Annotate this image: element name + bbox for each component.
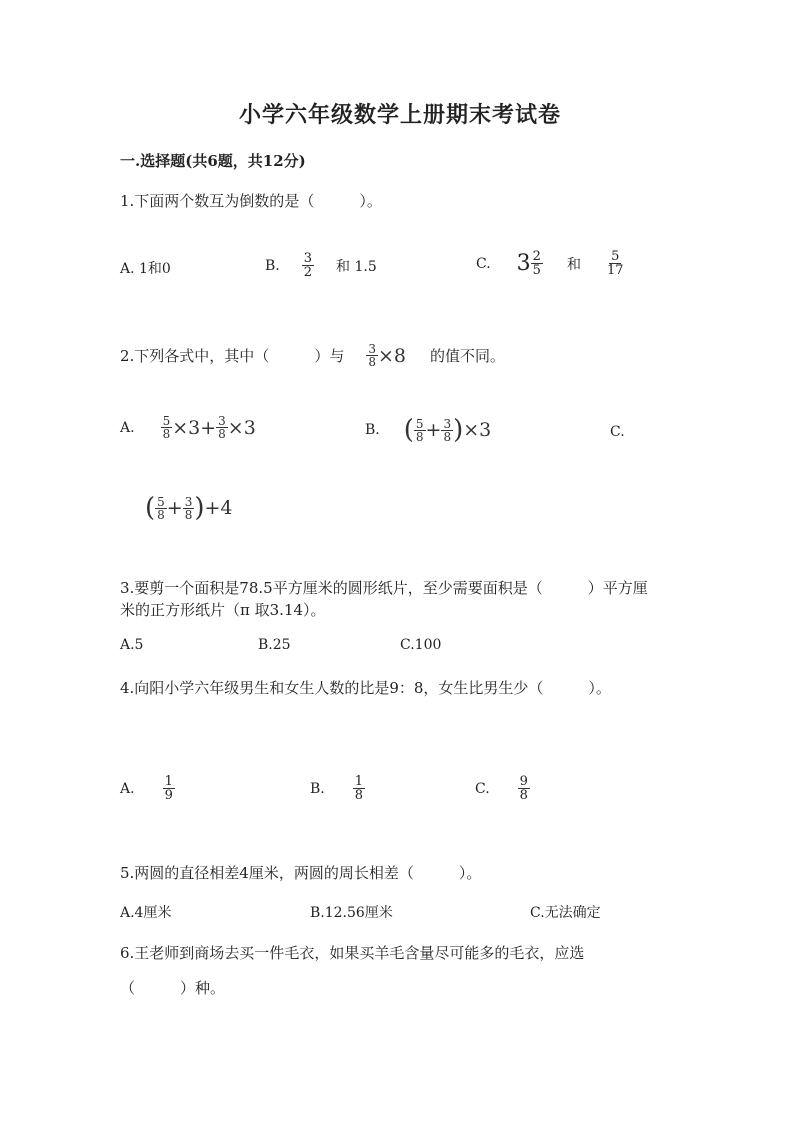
left-paren: (	[145, 493, 156, 523]
q2-option-c-label: C.	[610, 424, 625, 440]
fraction	[605, 250, 626, 277]
denominator: 8	[368, 355, 376, 369]
times-operator: ×8	[377, 344, 406, 367]
q3-option-b: B.25	[258, 637, 291, 653]
fraction	[366, 343, 378, 368]
question-6-line-1: 6.王老师到商场去买一件毛衣，如果买羊毛含量尽可能多的毛衣，应选	[120, 944, 585, 962]
numerator: 1	[164, 774, 173, 789]
q5-option-b: B.12.56厘米	[310, 905, 393, 921]
stem-text: 的值不同。	[429, 347, 505, 365]
section-heading: 一.选择题(共6题，共12分)	[120, 152, 306, 170]
times-three: ×3	[463, 419, 492, 441]
denominator: 8	[218, 427, 226, 441]
denominator: 2	[303, 265, 313, 280]
stem-text: 2.下列各式中，其中（ ）与	[120, 347, 345, 365]
fraction	[155, 496, 167, 521]
q4-option-b	[310, 775, 365, 802]
q3-option-c: C.100	[400, 637, 442, 653]
plus-operator: +	[425, 419, 442, 441]
denominator: 8	[184, 507, 193, 522]
numerator: 2	[532, 249, 541, 264]
left-paren: (	[403, 415, 414, 445]
fraction	[302, 252, 314, 279]
q2-option-c	[145, 493, 233, 523]
plus-operator: +	[166, 497, 183, 519]
page-title: 小学六年级数学上册期末考试卷	[238, 102, 561, 128]
math-expression	[161, 415, 256, 440]
question-6-line-2: （ ）种。	[120, 979, 226, 997]
conjunction: 和	[566, 256, 581, 273]
numerator: 3	[368, 342, 376, 356]
q1-option-c	[476, 250, 626, 277]
question-4-stem: 4.向阳小学六年级男生和女生人数的比是9：8，女生比男生少（ ）。	[120, 679, 611, 697]
option-label: A.	[120, 261, 135, 277]
denominator: 5	[532, 263, 541, 278]
mixed-whole: 3	[516, 251, 531, 276]
denominator: 8	[519, 788, 528, 803]
q1-option-b	[265, 252, 377, 279]
option-label: B.	[365, 422, 380, 438]
option-label: A.	[120, 419, 135, 436]
times-three: ×3	[227, 416, 256, 439]
question-1-stem: 1.下面两个数互为倒数的是（ ）。	[120, 192, 382, 210]
right-paren: )	[194, 493, 205, 523]
numerator: 3	[443, 416, 452, 431]
q4-option-a	[120, 775, 175, 802]
fraction	[183, 496, 195, 521]
denominator: 8	[354, 788, 364, 803]
times-three: ×3	[172, 416, 201, 439]
math-expression	[404, 415, 492, 445]
option-label: C.	[475, 780, 490, 797]
math-expression	[145, 493, 233, 523]
fraction	[216, 415, 228, 440]
denominator: 17	[606, 263, 624, 278]
numerator: 5	[162, 414, 171, 428]
option-label: C.	[476, 255, 491, 272]
fraction	[353, 775, 365, 802]
plus-operator: +	[200, 416, 217, 439]
option-label: A.	[120, 780, 135, 797]
fraction	[163, 775, 175, 802]
numerator: 3	[218, 414, 226, 428]
right-paren: )	[453, 415, 464, 445]
question-5-stem: 5.两圆的直径相差4厘米，两圆的周长相差（ ）。	[120, 864, 482, 882]
plus-four: +4	[204, 497, 233, 519]
q2-option-a	[120, 415, 256, 440]
fraction	[531, 250, 543, 277]
numerator: 5	[157, 494, 165, 509]
q2-option-b	[365, 415, 491, 445]
option-label: B.	[265, 257, 280, 274]
fraction	[518, 775, 530, 802]
q1-option-a	[120, 258, 171, 278]
q5-option-a: A.4厘米	[120, 905, 172, 921]
fraction	[441, 418, 453, 443]
numerator: 5	[415, 416, 424, 431]
question-3-line-2: 米的正方形纸片（π 取3.14）。	[120, 601, 326, 619]
q5-option-c: C.无法确定	[530, 905, 601, 921]
denominator: 8	[157, 507, 165, 522]
q3-option-a: A.5	[120, 637, 144, 653]
fraction	[161, 415, 173, 440]
option-text: 和 1.5	[336, 258, 377, 275]
option-label: B.	[310, 780, 325, 797]
denominator: 9	[164, 788, 173, 803]
question-2-stem	[120, 343, 505, 368]
numerator: 5	[611, 249, 620, 264]
fraction	[414, 418, 426, 443]
numerator: 9	[519, 774, 528, 789]
numerator: 3	[303, 251, 313, 266]
denominator: 8	[162, 427, 171, 441]
denominator: 8	[415, 429, 424, 444]
denominator: 8	[443, 429, 452, 444]
math-expression	[366, 343, 406, 368]
q4-option-c	[475, 775, 530, 802]
question-3-line-1: 3.要剪一个面积是78.5平方厘米的圆形纸片，至少需要面积是（ ）平方厘	[120, 579, 648, 597]
option-text: 1和0	[139, 261, 171, 277]
numerator: 1	[354, 774, 364, 789]
numerator: 3	[184, 494, 193, 509]
